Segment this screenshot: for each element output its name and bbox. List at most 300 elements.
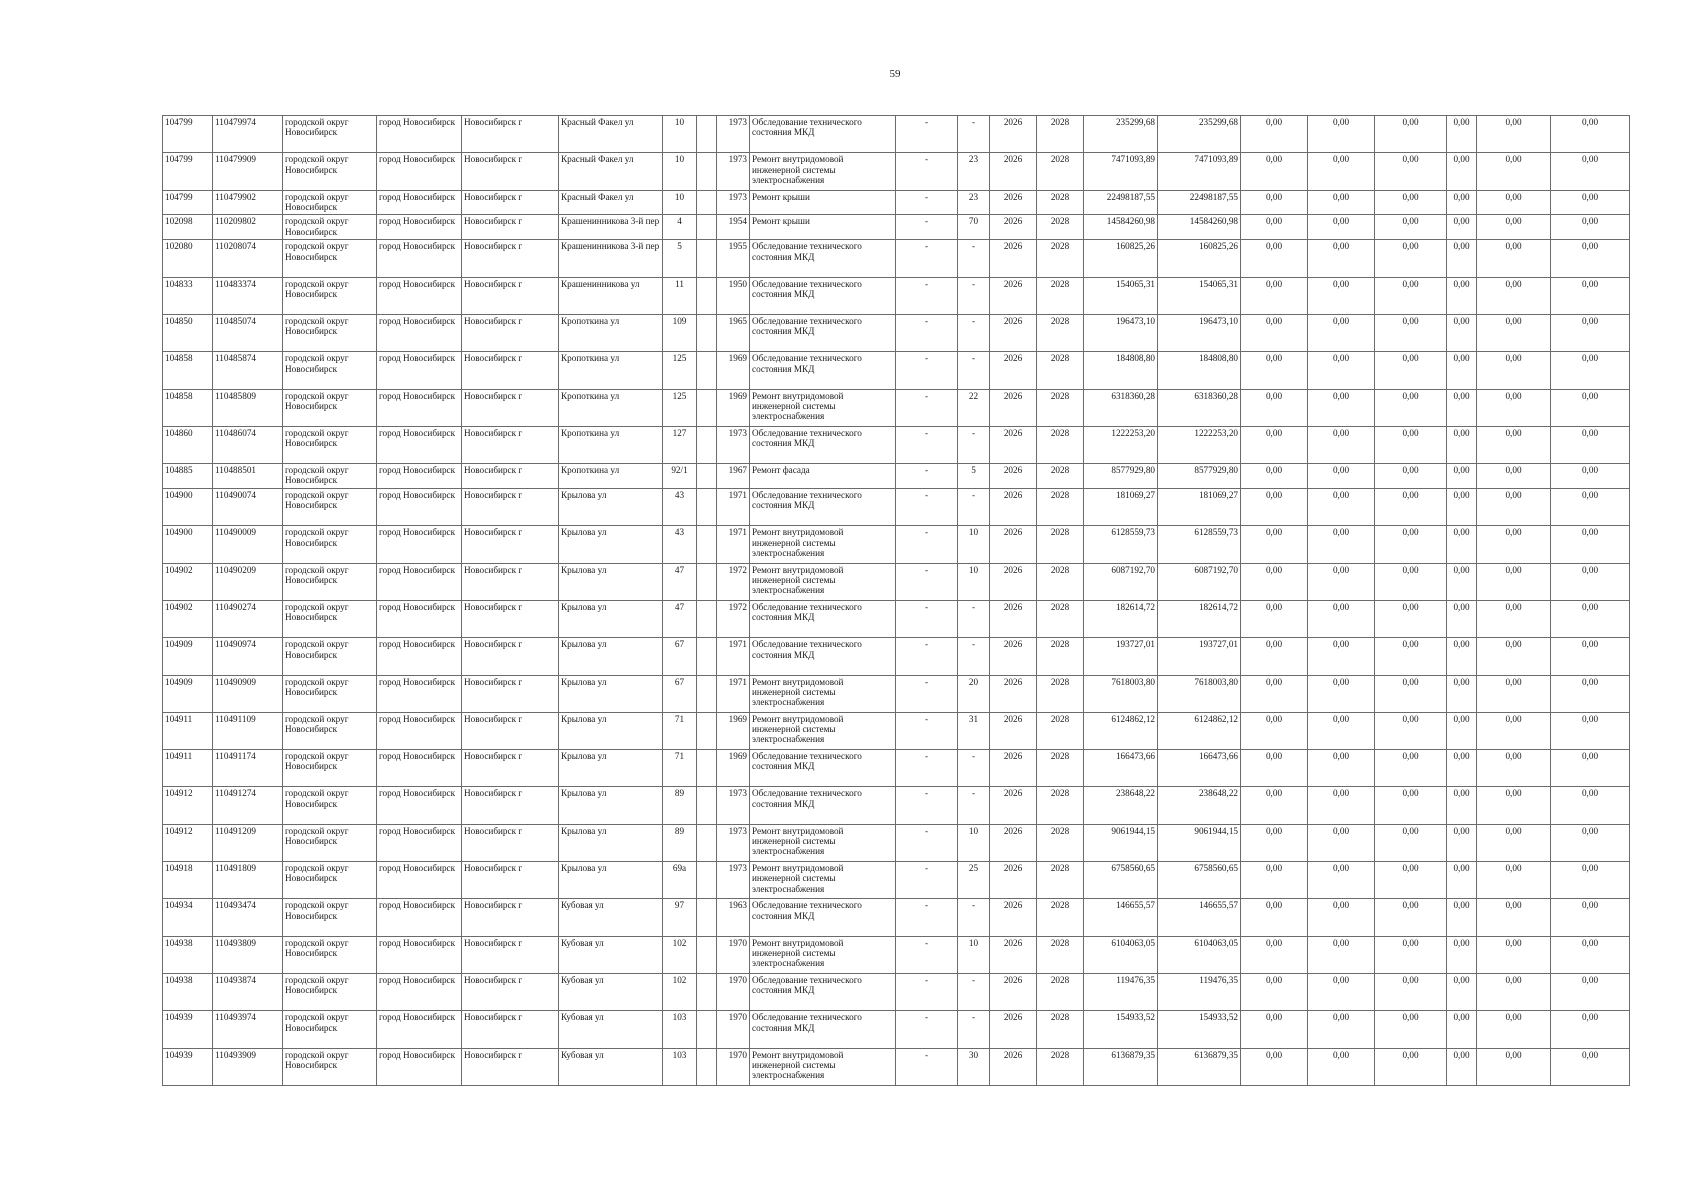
cell-build-year: 1973 xyxy=(717,190,750,215)
cell-year-from: 2026 xyxy=(990,116,1037,153)
cell-cost-owners: 0,00 xyxy=(1477,116,1551,153)
cell-cost-owners: 0,00 xyxy=(1477,153,1551,190)
capital-repair-table xyxy=(162,115,1630,1086)
cell-total-cost: 6104063,05 xyxy=(1084,936,1158,973)
cell-year-to: 2028 xyxy=(1037,526,1084,563)
cell-cost-regional: 0,00 xyxy=(1308,973,1375,1010)
cell-cost-share: 0,00 xyxy=(1447,787,1477,824)
cell-cost-regional: 0,00 xyxy=(1308,277,1375,314)
cell-cost-fund: 7618003,80 xyxy=(1158,675,1241,712)
cell-city: Новосибирск г xyxy=(462,600,559,637)
cell-cost-fund: 154065,31 xyxy=(1158,277,1241,314)
cell-work-type: Ремонт крыши xyxy=(750,190,896,215)
cell-house-number: 69а xyxy=(663,862,697,899)
cell-house-number: 10 xyxy=(663,116,697,153)
cell-cost-local: 0,00 xyxy=(1375,1048,1447,1085)
cell-total-cost: 154933,52 xyxy=(1084,1011,1158,1048)
cell-municipal-district: городской округ Новосибирск xyxy=(283,489,377,526)
cell-year-to: 2028 xyxy=(1037,240,1084,277)
cell-unit-2: 10 xyxy=(958,526,990,563)
cell-house-code: 104912 xyxy=(163,824,213,861)
cell-cost-local: 0,00 xyxy=(1375,824,1447,861)
cell-cost-owners: 0,00 xyxy=(1477,215,1551,240)
cell-cost-share: 0,00 xyxy=(1447,489,1477,526)
cell-city: Новосибирск г xyxy=(462,116,559,153)
cell-work-type: Обследование технического состояния МКД xyxy=(750,352,896,389)
cell-settlement: город Новосибирск xyxy=(377,314,462,351)
cell-house-number: 92/1 xyxy=(663,464,697,489)
cell-house-code: 104902 xyxy=(163,600,213,637)
cell-cost-other: 0,00 xyxy=(1551,153,1630,190)
cell-settlement: город Новосибирск xyxy=(377,489,462,526)
cell-work-type: Обследование технического состояния МКД xyxy=(750,314,896,351)
cell-cost-fund: 235299,68 xyxy=(1158,116,1241,153)
cell-cost-owners: 0,00 xyxy=(1477,638,1551,675)
table-row xyxy=(163,314,1630,351)
cell-house-number: 102 xyxy=(663,973,697,1010)
cell-building xyxy=(697,489,717,526)
cell-work-type: Ремонт фасада xyxy=(750,464,896,489)
cell-cost-fund: 6124862,12 xyxy=(1158,712,1241,749)
cell-work-code: 110490209 xyxy=(213,563,283,600)
cell-unit-2: - xyxy=(958,787,990,824)
cell-cost-owners: 0,00 xyxy=(1477,489,1551,526)
cell-year-from: 2026 xyxy=(990,638,1037,675)
cell-total-cost: 146655,57 xyxy=(1084,899,1158,936)
cell-cost-local: 0,00 xyxy=(1375,277,1447,314)
cell-building xyxy=(697,675,717,712)
cell-work-type: Ремонт внутридомовой инженерной системы электроснабжения xyxy=(750,862,896,899)
cell-total-cost: 14584260,98 xyxy=(1084,215,1158,240)
cell-settlement: город Новосибирск xyxy=(377,600,462,637)
cell-work-type: Ремонт внутридомовой инженерной системы электроснабжения xyxy=(750,526,896,563)
cell-unit-2: 70 xyxy=(958,215,990,240)
cell-municipal-district: городской округ Новосибирск xyxy=(283,824,377,861)
cell-cost-fund: 184808,80 xyxy=(1158,352,1241,389)
cell-year-to: 2028 xyxy=(1037,1011,1084,1048)
cell-house-code: 104885 xyxy=(163,464,213,489)
cell-cost-local: 0,00 xyxy=(1375,973,1447,1010)
cell-build-year: 1969 xyxy=(717,712,750,749)
cell-cost-other: 0,00 xyxy=(1551,712,1630,749)
cell-cost-fund: 196473,10 xyxy=(1158,314,1241,351)
cell-cost-regional: 0,00 xyxy=(1308,899,1375,936)
cell-total-cost: 22498187,55 xyxy=(1084,190,1158,215)
cell-city: Новосибирск г xyxy=(462,750,559,787)
cell-unit-1: - xyxy=(896,862,958,899)
cell-house-number: 97 xyxy=(663,899,697,936)
cell-cost-other: 0,00 xyxy=(1551,314,1630,351)
cell-cost-fund: 146655,57 xyxy=(1158,899,1241,936)
cell-year-from: 2026 xyxy=(990,675,1037,712)
cell-house-number: 103 xyxy=(663,1048,697,1085)
cell-street: Крашенинникова 3-й пер xyxy=(559,240,663,277)
cell-total-cost: 160825,26 xyxy=(1084,240,1158,277)
cell-cost-owners: 0,00 xyxy=(1477,824,1551,861)
cell-total-cost: 6087192,70 xyxy=(1084,563,1158,600)
cell-build-year: 1973 xyxy=(717,153,750,190)
cell-unit-2: - xyxy=(958,489,990,526)
cell-municipal-district: городской округ Новосибирск xyxy=(283,936,377,973)
cell-building xyxy=(697,600,717,637)
cell-municipal-district: городской округ Новосибирск xyxy=(283,526,377,563)
cell-year-from: 2026 xyxy=(990,153,1037,190)
cell-unit-2: 23 xyxy=(958,190,990,215)
cell-build-year: 1973 xyxy=(717,426,750,463)
cell-city: Новосибирск г xyxy=(462,215,559,240)
cell-settlement: город Новосибирск xyxy=(377,563,462,600)
cell-unit-2: 5 xyxy=(958,464,990,489)
cell-house-number: 11 xyxy=(663,277,697,314)
cell-cost-local: 0,00 xyxy=(1375,116,1447,153)
page-number: 59 xyxy=(889,68,901,80)
cell-settlement: город Новосибирск xyxy=(377,190,462,215)
cell-year-to: 2028 xyxy=(1037,787,1084,824)
cell-cost-regional: 0,00 xyxy=(1308,389,1375,426)
cell-unit-2: 10 xyxy=(958,563,990,600)
cell-municipal-district: городской округ Новосибирск xyxy=(283,1048,377,1085)
table-row xyxy=(163,277,1630,314)
cell-cost-regional: 0,00 xyxy=(1308,240,1375,277)
cell-year-to: 2028 xyxy=(1037,277,1084,314)
cell-cost-other: 0,00 xyxy=(1551,600,1630,637)
cell-cost-owners: 0,00 xyxy=(1477,240,1551,277)
cell-cost-share: 0,00 xyxy=(1447,153,1477,190)
table-row xyxy=(163,352,1630,389)
cell-municipal-district: городской округ Новосибирск xyxy=(283,215,377,240)
cell-city: Новосибирск г xyxy=(462,240,559,277)
cell-cost-local: 0,00 xyxy=(1375,1011,1447,1048)
cell-unit-2: - xyxy=(958,352,990,389)
table-row xyxy=(163,190,1630,215)
cell-street: Кубовая ул xyxy=(559,973,663,1010)
cell-settlement: город Новосибирск xyxy=(377,973,462,1010)
cell-cost-local: 0,00 xyxy=(1375,314,1447,351)
cell-city: Новосибирск г xyxy=(462,464,559,489)
cell-work-type: Обследование технического состояния МКД xyxy=(750,240,896,277)
cell-year-to: 2028 xyxy=(1037,899,1084,936)
cell-work-type: Обследование технического состояния МКД xyxy=(750,277,896,314)
cell-municipal-district: городской округ Новосибирск xyxy=(283,1011,377,1048)
cell-build-year: 1971 xyxy=(717,526,750,563)
cell-city: Новосибирск г xyxy=(462,899,559,936)
cell-settlement: город Новосибирск xyxy=(377,1011,462,1048)
cell-cost-federal: 0,00 xyxy=(1241,426,1308,463)
cell-settlement: город Новосибирск xyxy=(377,389,462,426)
cell-cost-fund: 193727,01 xyxy=(1158,638,1241,675)
cell-building xyxy=(697,464,717,489)
cell-work-code: 110490274 xyxy=(213,600,283,637)
cell-city: Новосибирск г xyxy=(462,277,559,314)
cell-street: Кропоткина ул xyxy=(559,426,663,463)
cell-street: Красный Факел ул xyxy=(559,153,663,190)
table-row xyxy=(163,824,1630,861)
cell-cost-owners: 0,00 xyxy=(1477,973,1551,1010)
cell-cost-share: 0,00 xyxy=(1447,277,1477,314)
cell-year-from: 2026 xyxy=(990,489,1037,526)
cell-house-code: 104902 xyxy=(163,563,213,600)
cell-work-type: Обследование технического состояния МКД xyxy=(750,1011,896,1048)
cell-building xyxy=(697,638,717,675)
cell-cost-fund: 182614,72 xyxy=(1158,600,1241,637)
cell-house-code: 104799 xyxy=(163,190,213,215)
cell-street: Красный Факел ул xyxy=(559,116,663,153)
cell-street: Крылова ул xyxy=(559,526,663,563)
cell-city: Новосибирск г xyxy=(462,1048,559,1085)
cell-cost-owners: 0,00 xyxy=(1477,1048,1551,1085)
cell-work-type: Ремонт крыши xyxy=(750,215,896,240)
cell-build-year: 1965 xyxy=(717,314,750,351)
cell-cost-federal: 0,00 xyxy=(1241,314,1308,351)
table-row xyxy=(163,712,1630,749)
cell-cost-share: 0,00 xyxy=(1447,314,1477,351)
cell-cost-share: 0,00 xyxy=(1447,936,1477,973)
cell-building xyxy=(697,277,717,314)
cell-work-code: 110209802 xyxy=(213,215,283,240)
cell-cost-federal: 0,00 xyxy=(1241,675,1308,712)
cell-build-year: 1969 xyxy=(717,750,750,787)
cell-settlement: город Новосибирск xyxy=(377,712,462,749)
cell-house-code: 104850 xyxy=(163,314,213,351)
cell-municipal-district: городской округ Новосибирск xyxy=(283,116,377,153)
cell-cost-share: 0,00 xyxy=(1447,862,1477,899)
cell-cost-federal: 0,00 xyxy=(1241,862,1308,899)
table-row xyxy=(163,750,1630,787)
cell-build-year: 1970 xyxy=(717,973,750,1010)
cell-building xyxy=(697,787,717,824)
cell-city: Новосибирск г xyxy=(462,824,559,861)
cell-year-to: 2028 xyxy=(1037,352,1084,389)
cell-cost-fund: 14584260,98 xyxy=(1158,215,1241,240)
cell-unit-2: - xyxy=(958,426,990,463)
cell-street: Кропоткина ул xyxy=(559,314,663,351)
cell-year-to: 2028 xyxy=(1037,712,1084,749)
cell-street: Кропоткина ул xyxy=(559,389,663,426)
cell-house-number: 47 xyxy=(663,600,697,637)
cell-cost-share: 0,00 xyxy=(1447,563,1477,600)
cell-unit-1: - xyxy=(896,824,958,861)
cell-work-code: 110491109 xyxy=(213,712,283,749)
cell-cost-share: 0,00 xyxy=(1447,426,1477,463)
cell-settlement: город Новосибирск xyxy=(377,426,462,463)
cell-unit-2: - xyxy=(958,750,990,787)
cell-cost-federal: 0,00 xyxy=(1241,153,1308,190)
cell-street: Крылова ул xyxy=(559,750,663,787)
cell-city: Новосибирск г xyxy=(462,973,559,1010)
cell-street: Кропоткина ул xyxy=(559,352,663,389)
cell-total-cost: 6124862,12 xyxy=(1084,712,1158,749)
cell-unit-2: 23 xyxy=(958,153,990,190)
cell-municipal-district: городской округ Новосибирск xyxy=(283,600,377,637)
cell-work-type: Ремонт внутридомовой инженерной системы электроснабжения xyxy=(750,153,896,190)
cell-year-to: 2028 xyxy=(1037,862,1084,899)
cell-house-code: 102098 xyxy=(163,215,213,240)
cell-year-to: 2028 xyxy=(1037,426,1084,463)
cell-unit-1: - xyxy=(896,314,958,351)
cell-unit-1: - xyxy=(896,526,958,563)
table-row xyxy=(163,600,1630,637)
cell-house-number: 103 xyxy=(663,1011,697,1048)
cell-cost-regional: 0,00 xyxy=(1308,638,1375,675)
cell-cost-other: 0,00 xyxy=(1551,563,1630,600)
cell-city: Новосибирск г xyxy=(462,862,559,899)
cell-cost-share: 0,00 xyxy=(1447,899,1477,936)
cell-work-type: Обследование технического состояния МКД xyxy=(750,489,896,526)
cell-cost-regional: 0,00 xyxy=(1308,712,1375,749)
cell-settlement: город Новосибирск xyxy=(377,1048,462,1085)
cell-year-to: 2028 xyxy=(1037,190,1084,215)
cell-building xyxy=(697,862,717,899)
cell-year-to: 2028 xyxy=(1037,563,1084,600)
cell-settlement: город Новосибирск xyxy=(377,526,462,563)
cell-municipal-district: городской округ Новосибирск xyxy=(283,750,377,787)
cell-cost-owners: 0,00 xyxy=(1477,526,1551,563)
cell-settlement: город Новосибирск xyxy=(377,824,462,861)
cell-street: Крылова ул xyxy=(559,563,663,600)
cell-cost-share: 0,00 xyxy=(1447,389,1477,426)
cell-house-number: 125 xyxy=(663,352,697,389)
cell-unit-1: - xyxy=(896,116,958,153)
cell-total-cost: 6758560,65 xyxy=(1084,862,1158,899)
cell-cost-local: 0,00 xyxy=(1375,489,1447,526)
cell-cost-regional: 0,00 xyxy=(1308,190,1375,215)
cell-unit-1: - xyxy=(896,215,958,240)
cell-municipal-district: городской округ Новосибирск xyxy=(283,899,377,936)
cell-cost-local: 0,00 xyxy=(1375,899,1447,936)
cell-year-to: 2028 xyxy=(1037,215,1084,240)
cell-cost-regional: 0,00 xyxy=(1308,675,1375,712)
cell-unit-1: - xyxy=(896,1011,958,1048)
cell-cost-owners: 0,00 xyxy=(1477,563,1551,600)
cell-year-from: 2026 xyxy=(990,750,1037,787)
cell-cost-local: 0,00 xyxy=(1375,787,1447,824)
cell-city: Новосибирск г xyxy=(462,787,559,824)
table-row xyxy=(163,153,1630,190)
cell-total-cost: 7471093,89 xyxy=(1084,153,1158,190)
cell-house-number: 47 xyxy=(663,563,697,600)
cell-year-from: 2026 xyxy=(990,1011,1037,1048)
cell-year-to: 2028 xyxy=(1037,389,1084,426)
cell-cost-local: 0,00 xyxy=(1375,563,1447,600)
cell-building xyxy=(697,215,717,240)
table-row xyxy=(163,426,1630,463)
cell-city: Новосибирск г xyxy=(462,314,559,351)
cell-street: Крылова ул xyxy=(559,489,663,526)
cell-house-code: 104911 xyxy=(163,750,213,787)
cell-work-type: Ремонт внутридомовой инженерной системы электроснабжения xyxy=(750,936,896,973)
cell-city: Новосибирск г xyxy=(462,936,559,973)
cell-unit-1: - xyxy=(896,489,958,526)
cell-cost-other: 0,00 xyxy=(1551,240,1630,277)
cell-cost-local: 0,00 xyxy=(1375,426,1447,463)
table-row xyxy=(163,973,1630,1010)
cell-unit-2: 10 xyxy=(958,936,990,973)
cell-city: Новосибирск г xyxy=(462,153,559,190)
table-row xyxy=(163,563,1630,600)
cell-building xyxy=(697,973,717,1010)
cell-work-code: 110493909 xyxy=(213,1048,283,1085)
cell-work-code: 110493474 xyxy=(213,899,283,936)
cell-cost-share: 0,00 xyxy=(1447,600,1477,637)
cell-unit-2: - xyxy=(958,973,990,1010)
cell-house-number: 10 xyxy=(663,190,697,215)
cell-work-code: 110490074 xyxy=(213,489,283,526)
cell-build-year: 1971 xyxy=(717,638,750,675)
cell-work-code: 110493974 xyxy=(213,1011,283,1048)
table-row xyxy=(163,936,1630,973)
table-row xyxy=(163,638,1630,675)
cell-work-code: 110485074 xyxy=(213,314,283,351)
cell-cost-federal: 0,00 xyxy=(1241,638,1308,675)
cell-cost-owners: 0,00 xyxy=(1477,675,1551,712)
cell-total-cost: 181069,27 xyxy=(1084,489,1158,526)
cell-building xyxy=(697,389,717,426)
cell-city: Новосибирск г xyxy=(462,526,559,563)
cell-cost-share: 0,00 xyxy=(1447,464,1477,489)
cell-cost-fund: 9061944,15 xyxy=(1158,824,1241,861)
table-row xyxy=(163,489,1630,526)
cell-year-to: 2028 xyxy=(1037,153,1084,190)
cell-settlement: город Новосибирск xyxy=(377,750,462,787)
cell-build-year: 1954 xyxy=(717,215,750,240)
cell-cost-share: 0,00 xyxy=(1447,116,1477,153)
cell-cost-share: 0,00 xyxy=(1447,1011,1477,1048)
cell-cost-owners: 0,00 xyxy=(1477,426,1551,463)
cell-year-from: 2026 xyxy=(990,526,1037,563)
cell-street: Крылова ул xyxy=(559,862,663,899)
cell-house-number: 5 xyxy=(663,240,697,277)
cell-cost-fund: 6318360,28 xyxy=(1158,389,1241,426)
cell-city: Новосибирск г xyxy=(462,489,559,526)
cell-house-code: 104934 xyxy=(163,899,213,936)
table-row xyxy=(163,215,1630,240)
cell-cost-federal: 0,00 xyxy=(1241,1048,1308,1085)
cell-total-cost: 235299,68 xyxy=(1084,116,1158,153)
cell-municipal-district: городской округ Новосибирск xyxy=(283,973,377,1010)
cell-city: Новосибирск г xyxy=(462,426,559,463)
cell-build-year: 1973 xyxy=(717,862,750,899)
cell-total-cost: 6136879,35 xyxy=(1084,1048,1158,1085)
cell-work-type: Ремонт внутридомовой инженерной системы электроснабжения xyxy=(750,824,896,861)
cell-street: Кубовая ул xyxy=(559,1011,663,1048)
cell-house-number: 125 xyxy=(663,389,697,426)
cell-year-from: 2026 xyxy=(990,352,1037,389)
cell-cost-local: 0,00 xyxy=(1375,675,1447,712)
cell-cost-local: 0,00 xyxy=(1375,526,1447,563)
cell-work-code: 110490974 xyxy=(213,638,283,675)
cell-municipal-district: городской округ Новосибирск xyxy=(283,563,377,600)
cell-work-type: Ремонт внутридомовой инженерной системы электроснабжения xyxy=(750,389,896,426)
cell-cost-share: 0,00 xyxy=(1447,973,1477,1010)
cell-building xyxy=(697,314,717,351)
cell-building xyxy=(697,526,717,563)
cell-settlement: город Новосибирск xyxy=(377,352,462,389)
cell-cost-federal: 0,00 xyxy=(1241,563,1308,600)
cell-street: Крылова ул xyxy=(559,675,663,712)
cell-house-code: 104858 xyxy=(163,389,213,426)
cell-municipal-district: городской округ Новосибирск xyxy=(283,712,377,749)
table-row xyxy=(163,389,1630,426)
cell-year-from: 2026 xyxy=(990,862,1037,899)
cell-building xyxy=(697,824,717,861)
cell-total-cost: 166473,66 xyxy=(1084,750,1158,787)
cell-municipal-district: городской округ Новосибирск xyxy=(283,240,377,277)
cell-cost-other: 0,00 xyxy=(1551,389,1630,426)
cell-cost-fund: 6128559,73 xyxy=(1158,526,1241,563)
cell-city: Новосибирск г xyxy=(462,638,559,675)
cell-street: Крашенинникова 3-й пер xyxy=(559,215,663,240)
cell-house-number: 71 xyxy=(663,712,697,749)
